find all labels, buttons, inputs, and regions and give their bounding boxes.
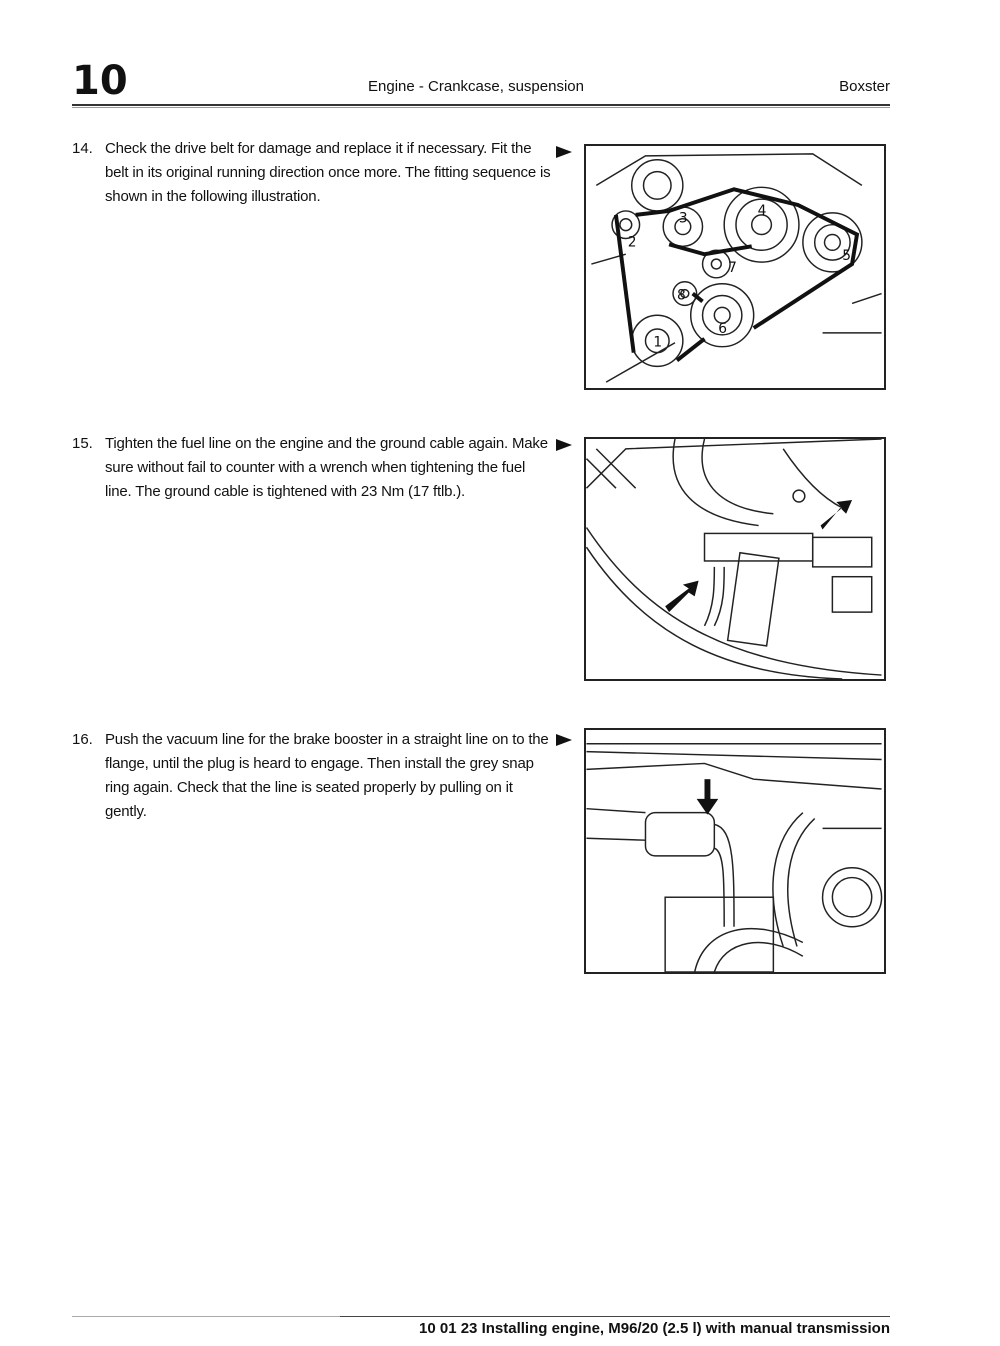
fuel-line-illustration	[586, 439, 884, 679]
footer-divider-dark	[340, 1316, 890, 1317]
section-title: Engine - Crankcase, suspension	[368, 78, 584, 95]
callout-7: 7	[728, 259, 737, 276]
chapter-number: 10	[72, 58, 128, 104]
callout-5: 5	[842, 248, 851, 265]
step-16	[72, 728, 552, 828]
model-name: Boxster	[839, 78, 890, 95]
callout-8: 8	[676, 287, 686, 304]
step-text: Push the vacuum line for the brake booster in a straight line on to the flange, until the plug is heard to engage. Then install the grey snap ring again. Check that the line is seated properly by pulling on it gently.	[105, 731, 549, 820]
callout-1: 1	[653, 334, 663, 351]
page-footer: 10 01 23 Installing engine, M96/20 (2.5 l) with manual transmission	[419, 1320, 890, 1337]
step-number: 16.	[72, 731, 93, 748]
drive-belt-illustration	[586, 146, 884, 388]
pointer-arrow-icon	[556, 734, 572, 746]
pointer-arrow-icon	[556, 146, 572, 158]
callout-4: 4	[757, 202, 767, 219]
page-header	[72, 58, 890, 108]
figure-drive-belt	[584, 144, 886, 390]
vacuum-line-illustration	[586, 730, 884, 972]
figure-fuel-line	[584, 437, 886, 681]
figure-vacuum-line	[584, 728, 886, 974]
step-text: Tighten the fuel line on the engine and the ground cable again. Make sure without fail to counter with a wrench when tightening the fuel line. The ground cable is tightened with 23 Nm (17 ftlb.).	[105, 435, 548, 500]
header-divider	[72, 104, 890, 106]
callout-3: 3	[678, 210, 688, 227]
step-text: Check the drive belt for damage and replace it if necessary. Fit the belt in its original running direction once more. The fitting sequence is shown in the following illustration.	[105, 140, 551, 205]
callout-2: 2	[627, 234, 637, 251]
step-number: 14.	[72, 140, 93, 157]
step-15	[72, 432, 552, 542]
header-divider-thin	[72, 107, 890, 108]
step-number: 15.	[72, 435, 93, 452]
callout-6: 6	[718, 320, 728, 337]
step-14	[72, 137, 552, 217]
pointer-arrow-icon	[556, 439, 572, 451]
